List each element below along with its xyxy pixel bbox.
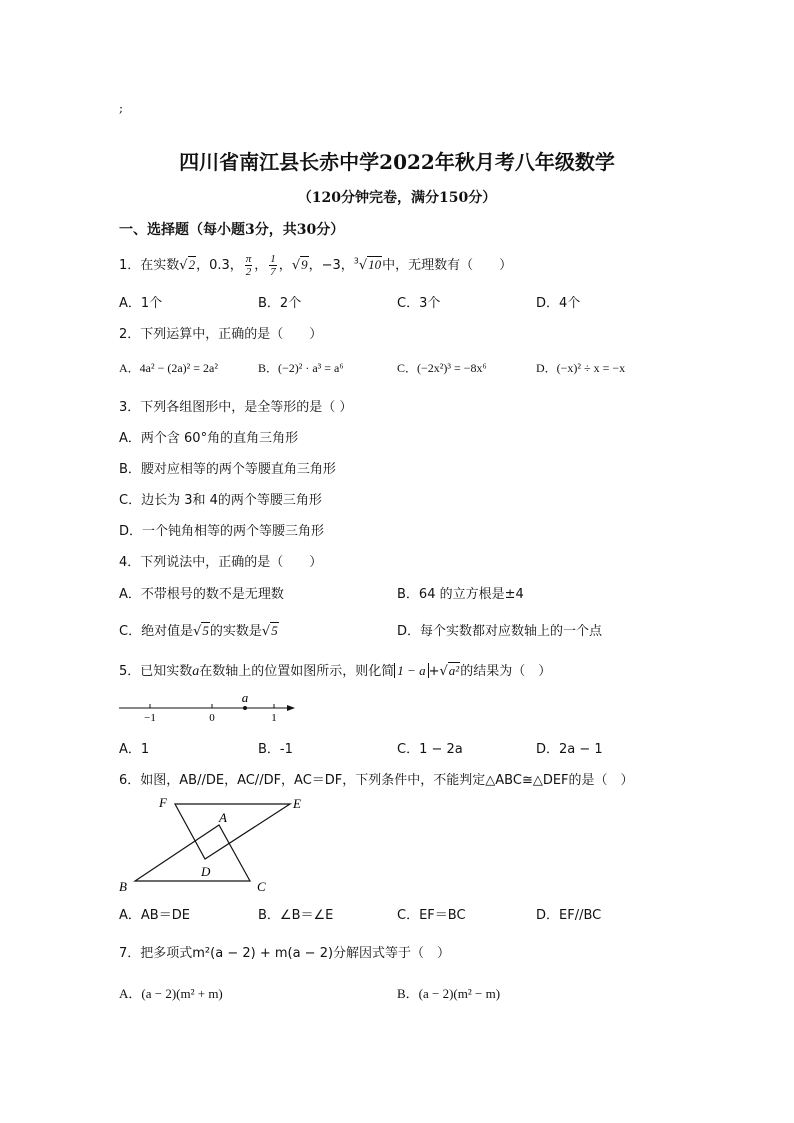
q6-option-b[interactable]: B．∠B＝∠E — [258, 908, 334, 923]
triangle-abc — [135, 825, 250, 881]
q4c-sqrt1: 5 — [202, 623, 209, 638]
q4c-sqrt2: 5 — [271, 623, 278, 638]
axis-arrow — [287, 705, 295, 711]
q1-neg3: ，−3， — [308, 258, 354, 273]
sqrt-symbol: √ — [193, 624, 202, 639]
q3-option-c[interactable]: C．边长为 3和 4的两个等腰三角形 — [119, 493, 322, 508]
q5-plus: + — [428, 664, 440, 679]
q5-pre: 5．已知实数 — [119, 664, 193, 679]
question-1-stem: 1．在实数√2，0.3， $\frac{\pi}{2}$ ， $\frac{1}{7}$ ，√9，−3，$^3$√10中，无理数有（ ） — [119, 253, 513, 278]
tick-label-0: 0 — [209, 712, 215, 724]
q5-mid: 在数轴上的位置如图所示，则化简 — [199, 664, 395, 679]
question-6-stem: 6．如图，AB//DE，AC//DF，AC＝DF，下列条件中，不能判定△ABC≅△DEF的是（ ） — [119, 773, 634, 788]
label-c: C — [257, 879, 266, 894]
section-heading: 一、选择题（每小题3分，共30分） — [119, 222, 345, 238]
question-7-stem: 7．把多项式m²(a − 2) + m(a − 2)分解因式等于（ ） — [119, 946, 451, 961]
q1-option-c[interactable]: C．3个 — [397, 296, 441, 311]
q3-option-d[interactable]: D．一个钝角相等的两个等腰三角形 — [119, 524, 325, 539]
question-4-stem: 4．下列说法中，正确的是（ ） — [119, 555, 323, 570]
sqrt-symbol: √ — [179, 258, 188, 273]
q5-option-d[interactable]: D．2a − 1 — [536, 742, 603, 757]
q1-one-den: 7 — [270, 266, 276, 278]
number-line — [115, 688, 305, 728]
triangle-def — [175, 804, 290, 859]
q1-option-b[interactable]: B．2个 — [258, 296, 302, 311]
q5-option-b[interactable]: B．-1 — [258, 742, 293, 757]
q1-cbrt10: 10 — [368, 257, 382, 272]
q4-option-a[interactable]: A．不带根号的数不是无理数 — [119, 587, 284, 602]
q6-option-a[interactable]: A．AB＝DE — [119, 908, 190, 923]
q4c-pre: C．绝对值是 — [119, 624, 194, 639]
q3-option-a[interactable]: A．两个含 60°角的直角三角形 — [119, 431, 299, 446]
q1-one-num: 1 — [270, 253, 276, 265]
q1-sqrt2: 2 — [188, 257, 196, 272]
question-2-stem: 2．下列运算中，正确的是（ ） — [119, 327, 323, 342]
q1-prefix: 1．在实数 — [119, 258, 180, 273]
q4-option-b[interactable]: B．64 的立方根是±4 — [397, 587, 524, 602]
tick-label-neg1: −1 — [144, 712, 156, 724]
q1-point3: ，0.3， — [196, 258, 243, 273]
q5-abs-expr: 1 − a — [394, 663, 428, 678]
q3-option-b[interactable]: B．腰对应相等的两个等腰直角三角形 — [119, 462, 336, 477]
label-b: B — [119, 879, 127, 894]
point-a-label: a — [241, 690, 249, 705]
q7-option-a[interactable]: A．(a − 2)(m² + m) — [119, 986, 223, 1001]
label-a: A — [219, 810, 227, 825]
q4c-mid: 的实数是 — [209, 624, 262, 639]
label-d: D — [201, 864, 211, 879]
q5-option-c[interactable]: C．1 − 2a — [397, 742, 463, 757]
q1-cbrt-index: 3 — [353, 256, 359, 266]
point-a — [243, 706, 247, 710]
q2-option-b[interactable]: B．(−2)² · a³ = a⁶ — [258, 361, 344, 375]
q4-option-c[interactable] — [119, 620, 279, 639]
triangle-figure — [115, 792, 325, 896]
q1-option-a[interactable]: A．1个 — [119, 296, 163, 311]
q1-sqrt9: 9 — [301, 257, 308, 272]
q2-option-a[interactable]: A．4a² − (2a)² = 2a² — [119, 361, 218, 375]
stray-mark: ; — [119, 101, 124, 115]
q5-sqrt-expr: a² — [448, 663, 460, 678]
question-5-stem — [119, 660, 551, 680]
q5-option-a[interactable]: A．1 — [119, 742, 150, 757]
q1-suffix: 中，无理数有（ ） — [382, 258, 513, 273]
q1-pi-num: π — [245, 253, 252, 265]
label-f: F — [159, 795, 167, 810]
sqrt-symbol: √ — [291, 258, 301, 273]
q6-option-c[interactable]: C．EF＝BC — [397, 908, 466, 923]
q1-option-d[interactable]: D．4个 — [536, 296, 581, 311]
q1-fraction-one-seventh — [269, 253, 277, 278]
question-3-stem: 3．下列各组图形中，是全等形的是（ ） — [119, 400, 353, 415]
q1-pi-den: 2 — [245, 266, 252, 278]
label-e: E — [293, 796, 301, 811]
tick-label-1: 1 — [271, 712, 277, 724]
exam-info: （120分钟完卷，满分150分） — [297, 190, 497, 206]
q4-option-d[interactable]: D．每个实数都对应数轴上的一个点 — [397, 624, 603, 639]
q2-option-c[interactable]: C．(−2x²)³ = −8x⁶ — [397, 361, 487, 375]
page-title: 四川省南江县长赤中学2022年秋月考八年级数学 — [179, 150, 615, 174]
q2-option-d[interactable]: D．(−x)² ÷ x = −x — [536, 361, 626, 375]
q5-var: a — [192, 664, 200, 679]
q5-post: 的结果为（ ） — [460, 664, 552, 679]
sqrt-symbol: √ — [439, 664, 448, 679]
q7-option-b[interactable]: B．(a − 2)(m² − m) — [397, 986, 501, 1001]
sqrt-symbol: √ — [358, 258, 368, 273]
q1-fraction-pi — [245, 253, 253, 278]
q6-option-d[interactable]: D．EF//BC — [536, 908, 602, 923]
sqrt-symbol: √ — [261, 624, 271, 639]
